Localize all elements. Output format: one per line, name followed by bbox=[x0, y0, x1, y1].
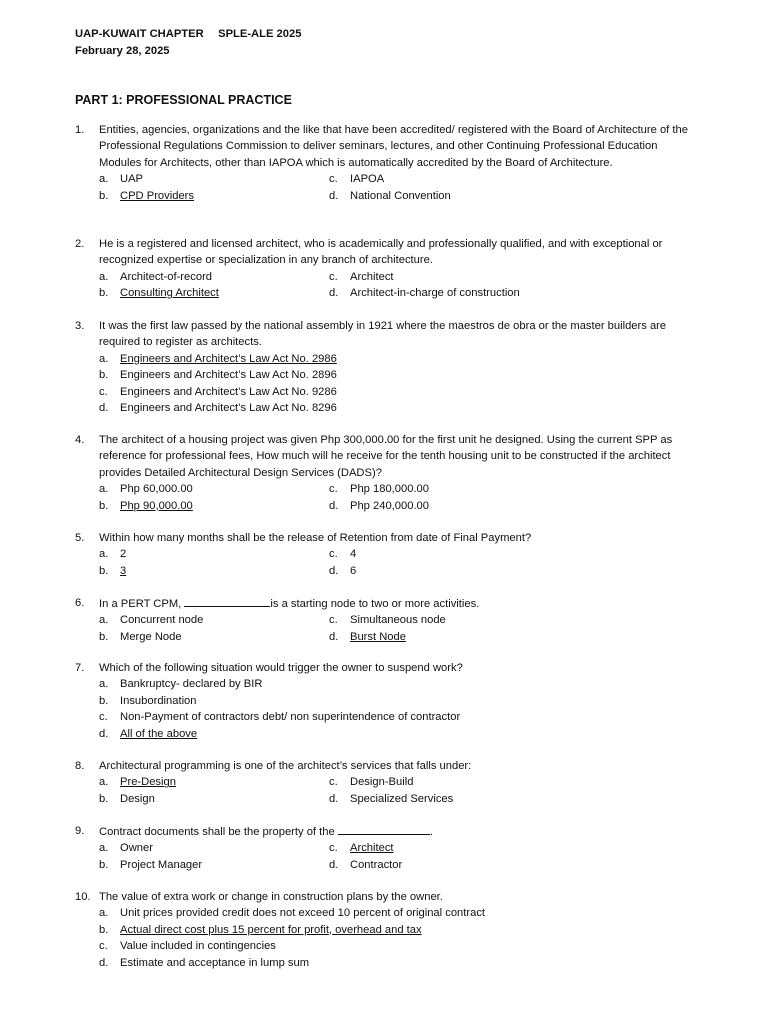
choice-letter: d. bbox=[99, 727, 109, 740]
choice-letter: a. bbox=[99, 270, 109, 283]
question-text bbox=[75, 432, 695, 481]
choice-c bbox=[99, 384, 695, 400]
choice-text: Contractor bbox=[350, 858, 403, 871]
question-1 bbox=[75, 122, 695, 204]
question-body-start: Contract documents shall be the property of the bbox=[99, 826, 335, 838]
choice-text-underlined: Php 90,000.00 bbox=[120, 499, 193, 512]
question-text bbox=[75, 530, 695, 546]
question-number: 10. bbox=[75, 891, 91, 903]
question-4 bbox=[75, 432, 695, 514]
choice-letter: c. bbox=[329, 548, 338, 561]
choice-letter: b. bbox=[99, 564, 109, 577]
chapter-name: UAP-KUWAIT CHAPTER bbox=[75, 28, 204, 40]
question-number: 8. bbox=[75, 760, 85, 772]
choice-letter: d. bbox=[329, 630, 339, 643]
choice-c bbox=[329, 481, 559, 497]
question-number: 2. bbox=[75, 238, 85, 250]
choice-letter: b. bbox=[99, 630, 109, 643]
choice-letter: d. bbox=[329, 564, 339, 577]
choice-letter: a. bbox=[99, 352, 109, 365]
choice-text-underlined: CPD Providers bbox=[120, 189, 194, 202]
choice-d bbox=[329, 791, 559, 807]
choice-c bbox=[99, 709, 695, 725]
exam-date: February 28, 2025 bbox=[75, 45, 170, 57]
choice-d bbox=[329, 629, 559, 645]
choice-text: IAPOA bbox=[350, 173, 385, 186]
choice-text: Php 60,000.00 bbox=[120, 483, 193, 496]
choice-text: UAP bbox=[120, 173, 144, 186]
question-number: 3. bbox=[75, 320, 85, 332]
question-text bbox=[75, 236, 695, 269]
choice-text: Engineers and Architect’s Law Act No. 8296 bbox=[120, 402, 337, 415]
choice-b bbox=[99, 285, 329, 301]
question-text bbox=[75, 660, 695, 676]
choice-letter: c. bbox=[329, 483, 338, 496]
choice-text-underlined: All of the above bbox=[120, 727, 198, 740]
answer-choices bbox=[75, 612, 695, 645]
choice-c bbox=[99, 938, 695, 954]
question-number: 7. bbox=[75, 662, 85, 674]
choice-c bbox=[329, 171, 559, 187]
question-body: The value of extra work or change in construction plans by the owner. bbox=[99, 891, 443, 903]
choice-d bbox=[99, 400, 695, 416]
choice-letter: b. bbox=[99, 499, 109, 512]
choice-a bbox=[99, 840, 329, 856]
question-number: 1. bbox=[75, 124, 85, 136]
question-5 bbox=[75, 530, 695, 579]
choice-b bbox=[99, 563, 329, 579]
choice-text: Architect-in-charge of construction bbox=[350, 287, 520, 300]
part-title: PART 1: PROFESSIONAL PRACTICE bbox=[75, 93, 292, 107]
question-9 bbox=[75, 823, 695, 873]
question-body: The architect of a housing project was given Php 300,000.00 for the first unit he designed. Using the current SPP as reference for professional fees, How much will he receive for the tenth housing unit to be constructed if the architect provides Detailed Architectural Design Services (DADS)? bbox=[99, 434, 673, 479]
choice-text: Unit prices provided credit does not exceed 10 percent of original contract bbox=[120, 907, 486, 920]
choice-letter: c. bbox=[329, 270, 338, 283]
choice-letter: c. bbox=[99, 385, 108, 398]
choice-letter: b. bbox=[99, 287, 109, 300]
question-7 bbox=[75, 660, 695, 742]
choice-letter: b. bbox=[99, 369, 109, 382]
choice-d bbox=[99, 726, 695, 742]
choice-text: Php 240,000.00 bbox=[350, 499, 430, 512]
choice-text: Architect bbox=[350, 270, 394, 283]
question-number: 6. bbox=[75, 597, 85, 609]
choice-text-underlined: Consulting Architect bbox=[120, 287, 219, 300]
choice-a bbox=[99, 171, 329, 187]
choice-text: Owner bbox=[120, 842, 153, 855]
choice-letter: c. bbox=[329, 776, 338, 789]
choice-text: Insubordination bbox=[120, 694, 197, 707]
choice-d bbox=[329, 285, 559, 301]
choice-text: Concurrent node bbox=[120, 614, 204, 627]
choice-text: Php 180,000.00 bbox=[350, 483, 430, 496]
choice-c bbox=[329, 774, 559, 790]
question-text bbox=[75, 823, 695, 840]
choice-letter: d. bbox=[99, 956, 109, 969]
question-body: It was the first law passed by the national assembly in 1921 where the maestros de obra or the master builders are required to register as architects. bbox=[99, 320, 667, 349]
choice-letter: c. bbox=[329, 614, 338, 627]
choice-text: Merge Node bbox=[120, 630, 182, 643]
choice-b bbox=[99, 922, 695, 938]
choice-a bbox=[99, 905, 695, 921]
question-6 bbox=[75, 595, 695, 645]
answer-choices bbox=[75, 171, 695, 204]
choice-d bbox=[329, 563, 559, 579]
choice-d bbox=[329, 498, 559, 514]
choice-text: Architect-of-record bbox=[120, 270, 213, 283]
answer-choices bbox=[75, 905, 695, 971]
choice-b bbox=[99, 857, 329, 873]
choice-text: Simultaneous node bbox=[350, 614, 446, 627]
choice-letter: c. bbox=[99, 711, 108, 724]
choice-text: Bankruptcy- declared by BIR bbox=[120, 678, 263, 691]
choice-text-underlined: 3 bbox=[120, 564, 127, 577]
choice-b bbox=[99, 367, 695, 383]
choice-letter: d. bbox=[99, 402, 109, 415]
choice-text-underlined: Burst Node bbox=[350, 630, 406, 643]
choice-a bbox=[99, 612, 329, 628]
choice-letter: a. bbox=[99, 548, 109, 561]
choice-letter: a. bbox=[99, 614, 109, 627]
choice-text: National Convention bbox=[350, 189, 451, 202]
document-header bbox=[75, 26, 301, 60]
choice-letter: a. bbox=[99, 776, 109, 789]
choice-text-underlined: Pre-Design bbox=[120, 776, 176, 789]
choice-a bbox=[99, 351, 695, 367]
exam-name: SPLE-ALE 2025 bbox=[218, 28, 302, 40]
choice-letter: a. bbox=[99, 842, 109, 855]
answer-choices bbox=[75, 351, 695, 417]
choice-text-underlined: Engineers and Architect’s Law Act No. 2986 bbox=[120, 352, 337, 365]
choice-d bbox=[99, 955, 695, 971]
choice-text: Design bbox=[120, 792, 155, 805]
choice-text: Project Manager bbox=[120, 858, 203, 871]
question-text bbox=[75, 318, 695, 351]
choice-b bbox=[99, 629, 329, 645]
choice-letter: d. bbox=[329, 858, 339, 871]
question-body: Which of the following situation would trigger the owner to suspend work? bbox=[99, 662, 463, 674]
choice-letter: c. bbox=[99, 940, 108, 953]
choice-letter: a. bbox=[99, 173, 109, 186]
choice-letter: c. bbox=[329, 173, 338, 186]
answer-blank bbox=[184, 595, 270, 607]
question-text bbox=[75, 595, 695, 612]
choice-c bbox=[329, 269, 559, 285]
choice-text-underlined: Architect bbox=[350, 842, 394, 855]
choice-text: Engineers and Architect’s Law Act No. 9286 bbox=[120, 385, 337, 398]
question-number: 4. bbox=[75, 434, 85, 446]
choice-b bbox=[99, 498, 329, 514]
choice-text: Value included in contingencies bbox=[120, 940, 276, 953]
choice-text: Engineers and Architect’s Law Act No. 2896 bbox=[120, 369, 337, 382]
choice-c bbox=[329, 840, 559, 856]
choice-d bbox=[329, 188, 559, 204]
choice-text: 4 bbox=[350, 548, 357, 561]
question-number: 9. bbox=[75, 825, 85, 837]
choice-a bbox=[99, 481, 329, 497]
choice-text: Estimate and acceptance in lump sum bbox=[120, 956, 310, 969]
choice-letter: b. bbox=[99, 792, 109, 805]
choice-a bbox=[99, 546, 329, 562]
question-8 bbox=[75, 758, 695, 807]
choice-c bbox=[329, 546, 559, 562]
choice-letter: b. bbox=[99, 694, 109, 707]
choice-text-underlined: Actual direct cost plus 15 percent for profit, overhead and tax bbox=[120, 923, 422, 936]
answer-choices bbox=[75, 481, 695, 514]
choice-b bbox=[99, 693, 695, 709]
choice-letter: a. bbox=[99, 678, 109, 691]
choice-a bbox=[99, 676, 695, 692]
question-text bbox=[75, 122, 695, 171]
question-body: He is a registered and licensed architect, who is academically and professionally qualified, and with exceptional or recognized expertise or specialization in any branch of architecture. bbox=[99, 238, 663, 267]
answer-choices bbox=[75, 840, 695, 873]
answer-choices bbox=[75, 269, 695, 302]
choice-letter: d. bbox=[329, 792, 339, 805]
choice-letter: b. bbox=[99, 923, 109, 936]
answer-choices bbox=[75, 774, 695, 807]
question-body-end: is a starting node to two or more activities. bbox=[270, 598, 480, 610]
choice-b bbox=[99, 791, 329, 807]
choice-letter: b. bbox=[99, 189, 109, 202]
question-10 bbox=[75, 889, 695, 971]
choice-letter: a. bbox=[99, 483, 109, 496]
choice-letter: d. bbox=[329, 189, 339, 202]
question-body-start: In a PERT CPM, bbox=[99, 598, 182, 610]
choice-letter: d. bbox=[329, 499, 339, 512]
question-body-end: . bbox=[429, 826, 433, 838]
question-text bbox=[75, 889, 695, 905]
choice-text: Design-Build bbox=[350, 776, 414, 789]
answer-choices bbox=[75, 546, 695, 579]
choice-c bbox=[329, 612, 559, 628]
choice-text: Non-Payment of contractors debt/ non superintendence of contractor bbox=[120, 711, 461, 724]
choice-letter: a. bbox=[99, 907, 109, 920]
choice-a bbox=[99, 774, 329, 790]
choice-letter: c. bbox=[329, 842, 338, 855]
choice-d bbox=[329, 857, 559, 873]
choice-letter: d. bbox=[329, 287, 339, 300]
choice-a bbox=[99, 269, 329, 285]
question-body: Architectural programming is one of the architect’s services that falls under: bbox=[99, 760, 472, 772]
answer-blank bbox=[338, 823, 430, 835]
question-2 bbox=[75, 236, 695, 302]
choice-letter: b. bbox=[99, 858, 109, 871]
question-text bbox=[75, 758, 695, 774]
choice-b bbox=[99, 188, 329, 204]
question-body: Within how many months shall be the release of Retention from date of Final Payment? bbox=[99, 532, 532, 544]
choice-text: Specialized Services bbox=[350, 792, 454, 805]
answer-choices bbox=[75, 676, 695, 742]
choice-text: 6 bbox=[350, 564, 357, 577]
choice-text: 2 bbox=[120, 548, 127, 561]
question-number: 5. bbox=[75, 532, 85, 544]
question-body: Entities, agencies, organizations and the like that have been accredited/ registered with the Board of Architecture of the Professional Regulations Commission to deliver seminars, lectures, and other Continuing Professional Education Modules for Architects, other than IAPOA which is automatically accredited by the Board of Architecture. bbox=[99, 124, 688, 169]
question-3 bbox=[75, 318, 695, 416]
